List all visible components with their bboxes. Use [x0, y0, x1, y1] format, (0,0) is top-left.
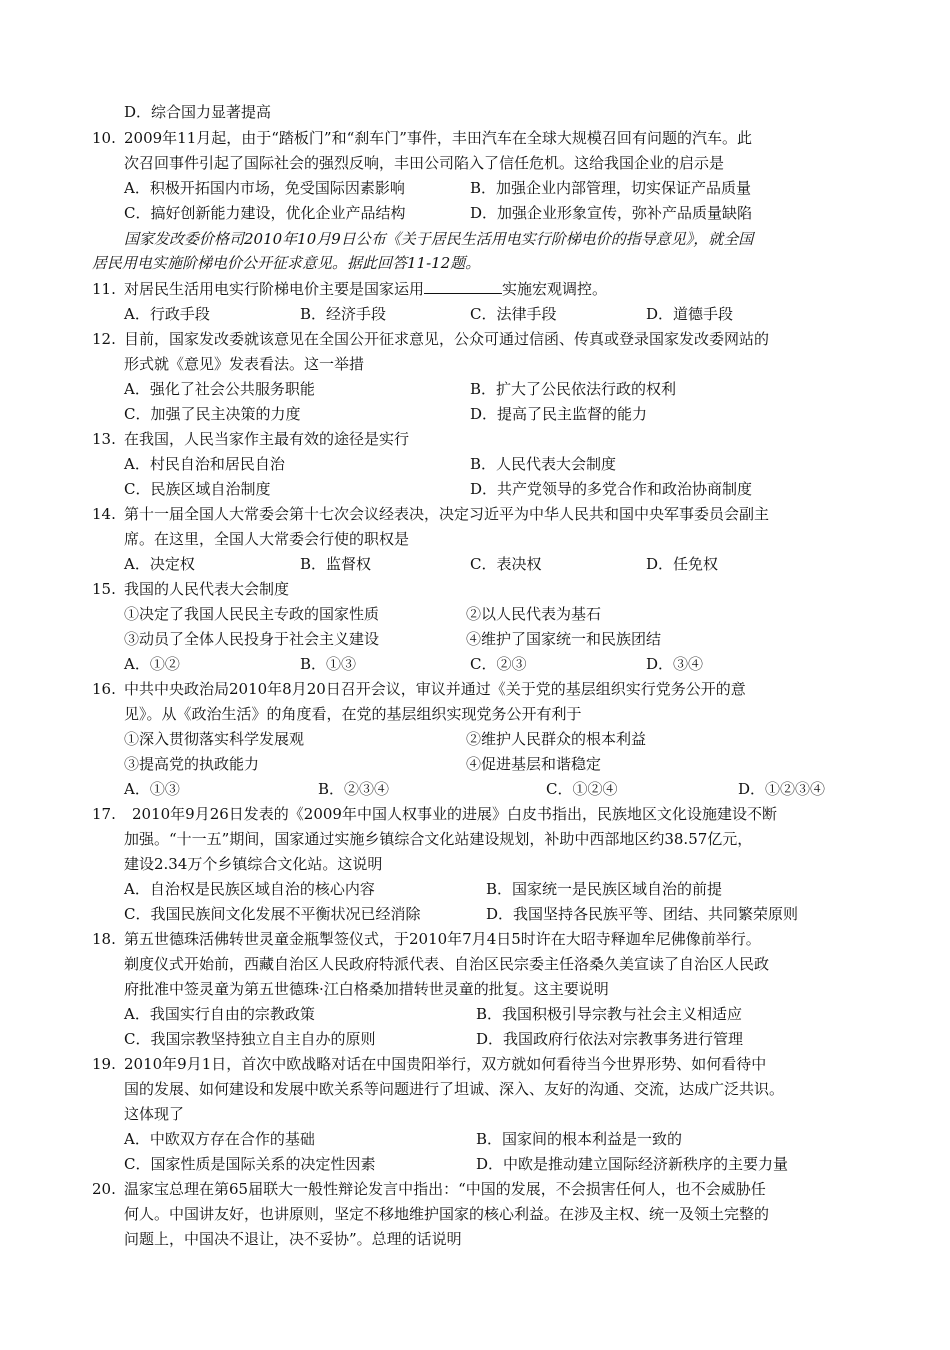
statement-3: ③提高党的执政能力	[124, 755, 260, 773]
option-a: A．积极开拓国内市场，免受国际因素影响	[124, 179, 405, 197]
option-c: C．法律手段	[470, 305, 557, 323]
option-b: B．①③	[300, 655, 357, 673]
question-stem: 中共中央政治局2010年8月20日召开会议，审议并通过《关于党的基层组织实行党务公开的意	[124, 680, 746, 698]
question-stem: 国的发展、如何建设和发展中欧关系等问题进行了坦诚、深入、友好的沟通、交流，达成广泛共识。	[124, 1080, 785, 1098]
question-number: 11.	[92, 280, 116, 298]
question-stem: 2010年9月1日，首次中欧战略对话在中国贵阳举行，双方就如何看待当今世界形势、如何看待中	[124, 1055, 767, 1073]
intro-text: 国家发改委价格司2010年10月9日公布《关于居民生活用电实行阶梯电价的指导意见》，就全国	[124, 230, 754, 248]
option-d: D．中欧是推动建立国际经济新秩序的主要力量	[476, 1155, 789, 1173]
option-a: A．①②	[124, 655, 180, 673]
option-c: C．①②④	[546, 780, 618, 798]
option-c: C．加强了民主决策的力度	[124, 405, 301, 423]
question-stem: 在我国，人民当家作主最有效的途径是实行	[124, 430, 410, 448]
question-number: 16.	[92, 680, 116, 698]
question-stem: 剃度仪式开始前，西藏自治区人民政府特派代表、自治区民宗委主任洛桑久美宣读了自治区人民政	[124, 955, 770, 973]
option-d: D．提高了民主监督的能力	[470, 405, 648, 423]
question-stem: 我国的人民代表大会制度	[124, 580, 290, 598]
question-stem: 次召回事件引起了国际社会的强烈反响，丰田公司陷入了信任危机。这给我国企业的启示是	[124, 154, 725, 172]
question-stem: 建设2.34万个乡镇综合文化站。这说明	[124, 855, 383, 873]
question-number: 10.	[92, 129, 116, 147]
question-stem: 何人。中国讲友好，也讲原则，坚定不移地维护国家的核心利益。在涉及主权、统一及领土完整的	[124, 1205, 770, 1223]
option-a: A．自治权是民族区域自治的核心内容	[124, 880, 375, 898]
question-number: 15.	[92, 580, 116, 598]
option-b: B．国家间的根本利益是一致的	[476, 1130, 683, 1148]
question-stem: 这体现了	[124, 1105, 185, 1123]
question-stem: 形式就《意见》发表看法。这一举措	[124, 355, 365, 373]
statement-4: ④促进基层和谐稳定	[466, 755, 602, 773]
option-a: A．村民自治和居民自治	[124, 455, 285, 473]
statement-2: ②以人民代表为基石	[466, 605, 602, 623]
option-a: A．强化了社会公共服务职能	[124, 380, 315, 398]
question-stem: 2009年11月起，由于“踏板门”和“刹车门”事件，丰田汽车在全球大规模召回有问题的汽车。此	[124, 129, 752, 147]
option-a: A．决定权	[124, 555, 195, 573]
option-c: C．国家性质是国际关系的决定性因素	[124, 1155, 376, 1173]
option-a: A．行政手段	[124, 305, 210, 323]
question-number: 17.	[92, 805, 116, 823]
option-c: C．搞好创新能力建设，优化企业产品结构	[124, 204, 406, 222]
statement-1: ①深入贯彻落实科学发展观	[124, 730, 305, 748]
question-stem: 温家宝总理在第65届联大一般性辩论发言中指出：“中国的发展，不会损害任何人，也不会威胁任	[124, 1180, 766, 1198]
option-d: D．①②③④	[738, 780, 826, 798]
option-c: C．我国民族间文化发展不平衡状况已经消除	[124, 905, 421, 923]
question-number: 14.	[92, 505, 116, 523]
option-b: B．我国积极引导宗教与社会主义相适应	[476, 1005, 743, 1023]
question-stem: 目前，国家发改委就该意见在全国公开征求意见，公众可通过信函、传真或登录国家发改委网站的	[124, 330, 770, 348]
option-a: A．我国实行自由的宗教政策	[124, 1005, 315, 1023]
question-stem: 2010年9月26日发表的《2009年中国人权事业的进展》白皮书指出，民族地区文化设施建设不断	[132, 805, 777, 823]
question-number: 19.	[92, 1055, 116, 1073]
answer-blank	[424, 279, 502, 294]
option-d: D．道德手段	[646, 305, 734, 323]
option-b: B．国家统一是民族区域自治的前提	[486, 880, 723, 898]
option-d: D．我国坚持各民族平等、团结、共同繁荣原则	[486, 905, 799, 923]
option-d: D．共产党领导的多党合作和政治协商制度	[470, 480, 753, 498]
statement-2: ②维护人民群众的根本利益	[466, 730, 647, 748]
option-d: D．③④	[646, 655, 704, 673]
option-b: B．扩大了公民依法行政的权利	[470, 380, 677, 398]
statement-1: ①决定了我国人民民主专政的国家性质	[124, 605, 380, 623]
intro-text: 居民用电实施阶梯电价公开征求意见。据此回答11-12题。	[92, 254, 481, 272]
option-c: C．②③	[470, 655, 527, 673]
question-stem: 第五世德珠活佛转世灵童金瓶掣签仪式，于2010年7月4日5时许在大昭寺释迦牟尼佛像前举行。	[124, 930, 761, 948]
question-stem: 加强。“十一五”期间，国家通过实施乡镇综合文化站建设规划，补助中西部地区约38.57亿元，	[124, 830, 753, 848]
question-number: 13.	[92, 430, 116, 448]
option-c: C．表决权	[470, 555, 542, 573]
option-b: B．②③④	[318, 780, 390, 798]
option-a: A．①③	[124, 780, 180, 798]
question-stem: 府批准中签灵童为第五世德珠·江白格桑加措转世灵童的批复。这主要说明	[124, 980, 609, 998]
question-number: 20.	[92, 1180, 116, 1198]
question-number: 18.	[92, 930, 116, 948]
question-number: 12.	[92, 330, 116, 348]
question-stem: 见》。从《政治生活》的角度看，在党的基层组织实现党务公开有利于	[124, 705, 582, 723]
stem-text: 实施宏观调控。	[502, 280, 608, 298]
question-stem: 第十一届全国人大常委会第十七次会议经表决，决定习近平为中华人民共和国中央军事委员会副主	[124, 505, 770, 523]
option-b: B．加强企业内部管理，切实保证产品质量	[470, 179, 752, 197]
option-b: B．监督权	[300, 555, 372, 573]
question-stem	[124, 279, 607, 299]
statement-3: ③动员了全体人民投身于社会主义建设	[124, 630, 380, 648]
option-d: D．综合国力显著提高	[124, 103, 272, 121]
stem-text: 对居民生活用电实行阶梯电价主要是国家运用	[124, 280, 425, 298]
option-b: B．人民代表大会制度	[470, 455, 617, 473]
question-stem: 席。在这里，全国人大常委会行使的职权是	[124, 530, 410, 548]
option-a: A．中欧双方存在合作的基础	[124, 1130, 315, 1148]
option-c: C．民族区域自治制度	[124, 480, 271, 498]
question-stem: 问题上，中国决不退让，决不妥协”。总理的话说明	[124, 1230, 462, 1248]
statement-4: ④维护了国家统一和民族团结	[466, 630, 662, 648]
option-b: B．经济手段	[300, 305, 387, 323]
option-c: C．我国宗教坚持独立自主自办的原则	[124, 1030, 376, 1048]
option-d: D．任免权	[646, 555, 719, 573]
option-d: D．加强企业形象宣传，弥补产品质量缺陷	[470, 204, 753, 222]
option-d: D．我国政府行依法对宗教事务进行管理	[476, 1030, 744, 1048]
